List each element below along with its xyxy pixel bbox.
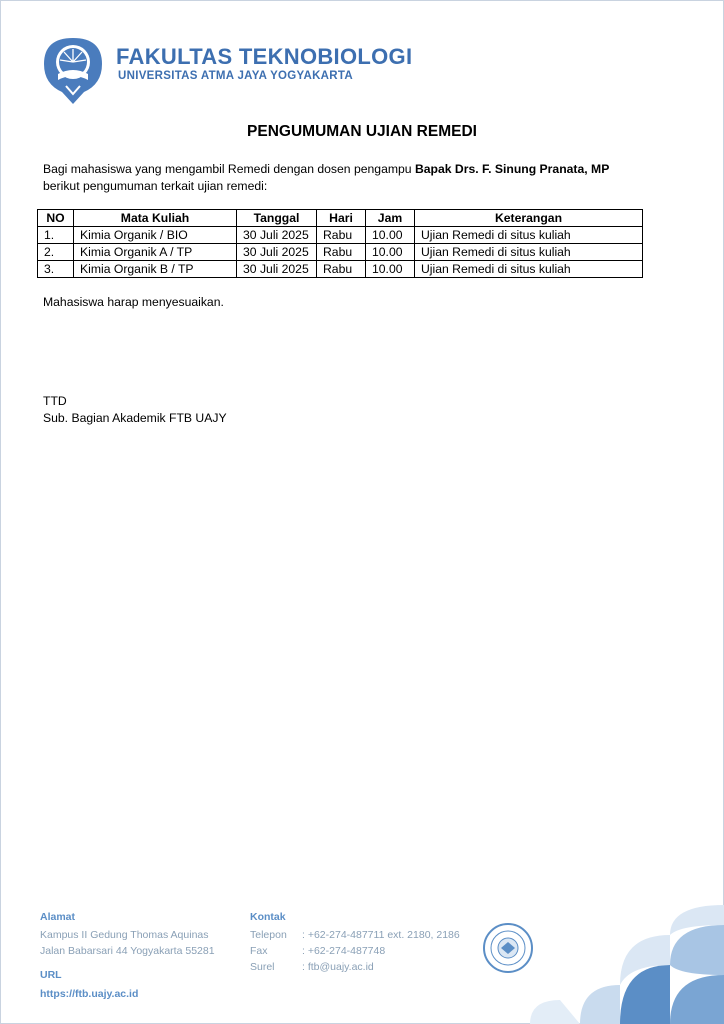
intro-paragraph [43,161,663,195]
address-block [40,927,215,959]
lecturer-name: Bapak Drs. F. Sinung Pranata, MP [414,162,610,176]
email-label: Surel [250,961,275,973]
cell-day: Rabu [317,244,366,261]
header-date: Tanggal [237,210,317,227]
address-line2: Jalan Babarsari 44 Yogyakarta 55281 [40,945,215,957]
intro-text-line2: berikut pengumuman terkait ujian remedi: [43,179,268,193]
cell-no: 1. [38,227,74,244]
cell-course: Kimia Organik / BIO [74,227,237,244]
cell-no: 2. [38,244,74,261]
cell-notes: Ujian Remedi di situs kuliah [415,244,643,261]
table-row [38,244,643,261]
cell-time: 10.00 [366,227,415,244]
header-course: Mata Kuliah [74,210,237,227]
contact-block [250,927,460,975]
phone-label: Telepon [250,929,287,941]
cell-day: Rabu [317,227,366,244]
cell-no: 3. [38,261,74,278]
cell-date: 30 Juli 2025 [237,244,317,261]
contact-label: Kontak [250,911,286,923]
closing-text: Mahasiswa harap menyesuaikan. [43,295,224,309]
cell-time: 10.00 [366,261,415,278]
cell-course: Kimia Organik B / TP [74,261,237,278]
table-row [38,261,643,278]
address-label: Alamat [40,911,76,923]
uajy-logo-icon [40,34,106,106]
table-row [38,227,643,244]
cell-date: 30 Juli 2025 [237,227,317,244]
website-link[interactable]: https://ftb.uajy.ac.id [40,988,139,1000]
cell-time: 10.00 [366,244,415,261]
signature-ttd: TTD [43,394,67,408]
cell-day: Rabu [317,261,366,278]
contact-email-row [250,959,460,975]
contact-phone-row [250,927,460,943]
signature-office: Sub. Bagian Akademik FTB UAJY [43,411,227,425]
intro-text: Bagi mahasiswa yang mengambil Remedi dengan dosen pengampu [43,162,415,176]
header-time: Jam [366,210,415,227]
cell-course: Kimia Organik A / TP [74,244,237,261]
fax-label: Fax [250,945,268,957]
table-header-row [38,210,643,227]
address-line1: Kampus II Gedung Thomas Aquinas [40,929,209,941]
faculty-name: FAKULTAS TEKNOBIOLOGI [116,44,413,69]
cell-notes: Ujian Remedi di situs kuliah [415,261,643,278]
header-notes: Keterangan [415,210,643,227]
contact-fax-row [250,943,460,959]
header-day: Hari [317,210,366,227]
cell-notes: Ujian Remedi di situs kuliah [415,227,643,244]
header-no: NO [38,210,74,227]
document-title: PENGUMUMAN UJIAN REMEDI [247,123,477,140]
signature-block [43,393,227,427]
decorative-waves [520,905,724,1024]
fax-value: : +62-274-487748 [302,945,386,957]
url-label: URL [40,969,62,981]
exam-table [37,209,643,278]
email-value[interactable]: : ftb@uajy.ac.id [302,961,374,973]
university-name: UNIVERSITAS ATMA JAYA YOGYAKARTA [118,70,353,82]
cell-date: 30 Juli 2025 [237,261,317,278]
phone-value: : +62-274-487711 ext. 2180, 2186 [302,929,460,941]
